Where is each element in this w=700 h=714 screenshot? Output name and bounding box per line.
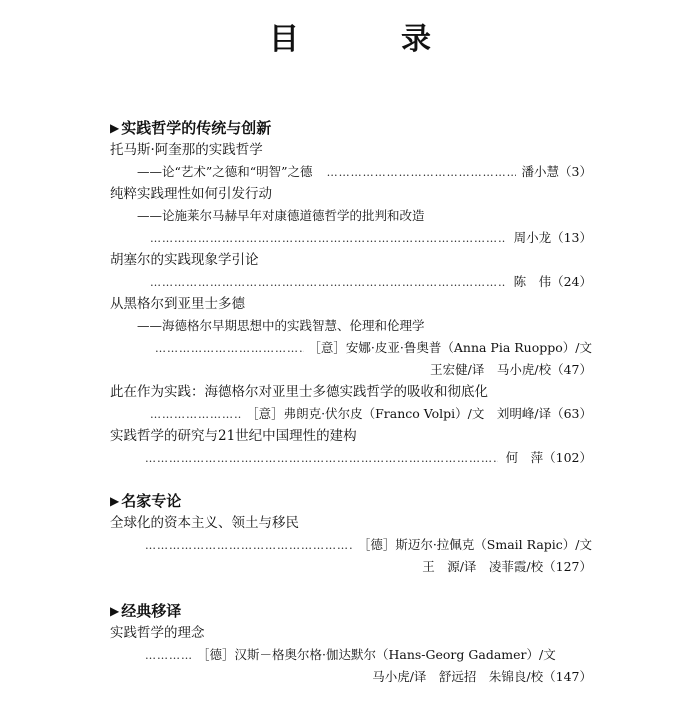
article-author: ［意］安娜·皮亚·鲁奥普（Anna Pia Ruoppo）/文 [308,340,592,355]
toc-entry-line [137,162,592,183]
toc-entry-line [300,667,592,687]
section-heading: ▶ 经典移译 [110,602,182,620]
toc-entry-line [150,272,592,293]
article-author: 周小龙（13） [513,230,592,245]
toc-entry-line [300,557,592,577]
article-translator: 王 源/译 凌菲霞/校（127） [422,559,592,574]
article-title: 此在作为实践：海德格尔对亚里士多德实践哲学的吸收和彻底化 [110,384,488,400]
article-title: 纯粹实践理性如何引发行动 [110,186,272,202]
section-heading: ▶ 名家专论 [110,492,182,510]
leader-dots [145,646,193,666]
leader-dots [327,163,516,183]
leader-dots [150,405,242,425]
toc-entry-line [145,448,592,469]
toc-entry-line [150,228,592,249]
page-title: 目 录 [269,22,467,57]
leader-dots [145,536,352,556]
article-title: 实践哲学的研究与21世纪中国理性的建构 [110,428,357,444]
article-title: 实践哲学的理念 [110,625,205,641]
triangle-right-icon: ▶ [110,604,120,618]
article-title: 全球化的资本主义、领土与移民 [110,515,299,531]
toc-entry-line [155,338,592,359]
toc-entry-line [145,645,592,666]
article-author: ［意］弗朗克·伏尔皮（Franco Volpi）/文 刘明峰/译（63） [246,406,592,421]
article-author: 陈 伟（24） [513,274,592,289]
article-author: ［德］斯迈尔·拉佩克（Smail Rapic）/文 [357,537,592,552]
article-author: 何 萍（102） [505,450,592,465]
leader-dots [145,449,498,469]
toc-entry-line [300,360,592,380]
article-author: 潘小慧（3） [521,164,592,179]
leader-dots [150,273,506,293]
article-translator: 马小虎/译 舒远招 朱锦良/校（147） [372,669,592,684]
article-title: 托马斯·阿奎那的实践哲学 [110,142,263,158]
article-title: 从黑格尔到亚里士多德 [110,296,245,312]
toc-entry-line [145,535,592,556]
article-translator: 王宏健/译 马小虎/校（47） [430,362,592,377]
article-subtitle: ——论“艺术”之德和“明智”之德 [137,164,313,179]
leader-dots [150,229,506,249]
triangle-right-icon: ▶ [110,121,120,135]
section-heading: ▶ 实践哲学的传统与创新 [110,119,272,137]
triangle-right-icon: ▶ [110,494,120,508]
article-title: 胡塞尔的实践现象学引论 [110,252,259,268]
leader-dots [155,339,304,359]
article-subtitle: ——海德格尔早期思想中的实践智慧、伦理和伦理学 [137,318,425,333]
article-author: ［德］汉斯－格奥尔格·伽达默尔（Hans-Georg Gadamer）/文 [197,647,556,662]
article-subtitle: ——论施莱尔马赫早年对康德道德哲学的批判和改造 [137,208,425,223]
toc-entry-line [150,404,592,425]
